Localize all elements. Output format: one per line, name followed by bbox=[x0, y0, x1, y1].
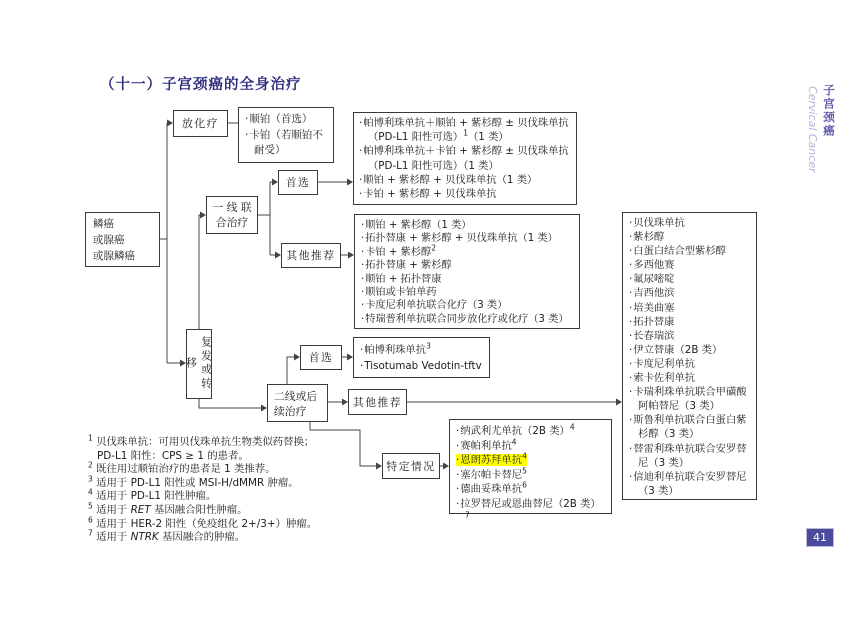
treatment-item bbox=[456, 468, 605, 483]
footnote bbox=[88, 515, 360, 532]
treatment-text: 赛帕利单抗 bbox=[460, 439, 512, 452]
page-title: （十一）子宫颈癌的全身治疗 bbox=[100, 77, 302, 93]
node-specific-situations bbox=[382, 453, 440, 479]
treatment-text: 帕博利珠单抗 bbox=[364, 344, 427, 356]
footnote bbox=[88, 433, 360, 450]
bullet: · bbox=[629, 470, 633, 483]
bullet: · bbox=[456, 468, 460, 481]
bullet: · bbox=[629, 386, 633, 399]
treatment-item bbox=[456, 482, 605, 497]
treatment-item bbox=[629, 442, 748, 470]
node-firstline-combination bbox=[206, 196, 258, 234]
treatment-text: 氟尿嘧啶 bbox=[633, 273, 675, 286]
bullet: · bbox=[456, 454, 460, 467]
footnote-number: 3 bbox=[88, 474, 93, 484]
node-firstline-preferred-regimens bbox=[353, 112, 577, 205]
footnote-text: 基因融合阳性肿瘤。 bbox=[150, 503, 248, 516]
treatment-text: 顺铂或卡铂单药 bbox=[365, 287, 437, 299]
node-secondline-preferred-regimens bbox=[353, 337, 490, 378]
treatment-item bbox=[361, 219, 573, 232]
bullet: · bbox=[359, 145, 363, 158]
treatment-item bbox=[629, 258, 748, 272]
treatment-text: 培美曲塞 bbox=[633, 301, 675, 314]
treatment-text: 帕博利珠单抗＋顺铂 + 紫杉醇 ± 贝伐珠单抗（PD-L1 阳性可选） bbox=[363, 117, 569, 144]
node-specific-situation-regimens bbox=[449, 419, 612, 520]
bullet: · bbox=[245, 128, 249, 141]
bullet: · bbox=[361, 246, 365, 258]
footnote-text: 适用于 PD-L1 阳性肿瘤。 bbox=[96, 490, 217, 503]
treatment-text: 顺铂 + 紫杉醇 + 贝伐珠单抗（1 类） bbox=[363, 173, 538, 186]
footnote-ref: 3 bbox=[426, 341, 431, 351]
bullet: · bbox=[361, 313, 365, 325]
treatment-item bbox=[629, 230, 748, 244]
recurrence-label: 复发或转移 bbox=[185, 336, 213, 392]
node-secondline-other-regimens bbox=[622, 212, 757, 500]
node-firstline-other-regimens bbox=[354, 214, 580, 329]
treatment-item bbox=[359, 116, 571, 144]
treatment-text: 白蛋白结合型紫杉醇 bbox=[633, 245, 726, 258]
bullet: · bbox=[629, 357, 633, 370]
footnote-ref: 5 bbox=[522, 466, 527, 476]
treatment-text: Tisotumab Vedotin-tftv bbox=[364, 360, 482, 372]
bullet: · bbox=[361, 287, 365, 299]
treatment-item bbox=[361, 259, 573, 272]
preferred-label: 首选 bbox=[285, 176, 311, 189]
footnote-ref: 2 bbox=[431, 243, 436, 253]
footnote-number: 5 bbox=[88, 501, 93, 511]
footnote bbox=[88, 487, 360, 504]
bullet: · bbox=[245, 113, 249, 125]
treatment-item bbox=[629, 272, 748, 286]
treatment-text: 卡瑞利珠单抗联合甲磺酸阿帕替尼（3 类） bbox=[633, 386, 747, 413]
treatment-text: 顺铂 + 拓扑替康 bbox=[365, 273, 442, 285]
bullet: · bbox=[361, 300, 365, 312]
connector bbox=[199, 215, 200, 329]
chemoradiotherapy-label: 放化疗 bbox=[182, 117, 219, 130]
bullet: · bbox=[629, 301, 633, 314]
gene-name: RET bbox=[130, 503, 151, 516]
treatment-item bbox=[629, 385, 748, 413]
footnote-number: 6 bbox=[88, 515, 93, 525]
treatment-text: 帕博利珠单抗＋卡铂 + 紫杉醇 ± 贝伐珠单抗（PD-L1 阳性可选） bbox=[363, 145, 569, 172]
treatment-item bbox=[629, 216, 748, 230]
bullet: · bbox=[629, 245, 633, 258]
footnote-number: 4 bbox=[88, 487, 93, 497]
bullet: · bbox=[629, 343, 633, 356]
histology-line: 鳞癌 bbox=[93, 218, 114, 230]
treatment-item bbox=[629, 301, 748, 315]
bullet: · bbox=[456, 425, 460, 437]
treatment-text: 长春瑞滨 bbox=[633, 329, 675, 342]
treatment-item bbox=[629, 329, 748, 343]
footnotes bbox=[88, 433, 360, 545]
treatment-text: 拓扑替康 + 紫杉醇 + 贝伐珠单抗（1 类） bbox=[365, 233, 558, 245]
treatment-item bbox=[360, 358, 483, 374]
treatment-text: 拓扑替康 bbox=[633, 315, 675, 328]
bullet: · bbox=[629, 372, 633, 385]
treatment-item bbox=[361, 243, 573, 259]
treatment-item bbox=[456, 439, 605, 454]
chapter-label-zh: 子宫颈癌 bbox=[822, 84, 836, 138]
footnote-ref: 4 bbox=[522, 451, 527, 461]
histology-line: 或腺癌 bbox=[93, 234, 125, 246]
bullet: · bbox=[359, 117, 363, 129]
treatment-text: 斯鲁利单抗联合白蛋白紫杉醇（3 类） bbox=[633, 414, 747, 441]
page-number: 41 bbox=[806, 528, 834, 547]
treatment-item bbox=[629, 244, 748, 258]
footnote-text: 适用于 PD-L1 阳性或 MSI-H/dMMR 肿瘤。 bbox=[96, 476, 299, 489]
bullet: · bbox=[629, 315, 633, 328]
gene-name: NTRK bbox=[130, 531, 159, 544]
connector bbox=[287, 357, 294, 384]
footnote bbox=[88, 501, 360, 518]
treatment-text: 替雷利珠单抗联合安罗替尼（3 类） bbox=[633, 442, 747, 469]
treatment-text: 多西他赛 bbox=[633, 259, 675, 272]
treatment-item bbox=[359, 173, 571, 187]
node-secondline-preferred bbox=[300, 345, 342, 370]
treatment-item bbox=[359, 144, 571, 172]
treatment-text: 信迪利单抗联合安罗替尼（3 类） bbox=[633, 470, 747, 497]
footnote-ref: 6 bbox=[522, 480, 527, 490]
footnote bbox=[88, 528, 360, 545]
bullet: · bbox=[360, 344, 364, 356]
bullet: · bbox=[456, 497, 460, 510]
footnote-text: 既往用过顺铂治疗的患者是 1 类推荐。 bbox=[96, 463, 276, 476]
treatment-item bbox=[361, 286, 573, 299]
node-chemoradiotherapy bbox=[173, 110, 228, 137]
histology-line: 或腺鳞癌 bbox=[93, 250, 135, 262]
node-firstline-other bbox=[281, 243, 341, 268]
treatment-text: （1 类） bbox=[467, 131, 509, 144]
connector bbox=[199, 399, 261, 408]
footnote-continuation bbox=[88, 450, 360, 464]
treatment-item bbox=[629, 371, 748, 385]
treatment-item bbox=[629, 315, 748, 329]
secondline-label-line: 续治疗 bbox=[274, 405, 307, 418]
treatment-item bbox=[359, 187, 571, 201]
treatment-text: 卡铂 + 紫杉醇 + 贝伐珠单抗 bbox=[363, 188, 497, 201]
footnote-text: 基因融合的肿瘤。 bbox=[158, 531, 246, 544]
treatment-text: 顺铂（首选） bbox=[249, 113, 313, 125]
node-firstline-preferred bbox=[278, 170, 318, 195]
footnote-ref: 1 bbox=[463, 128, 468, 138]
treatment-text: 贝伐珠单抗 bbox=[633, 217, 685, 229]
footnote-text: 适用于 bbox=[96, 531, 131, 544]
treatment-text: 伊立替康（2B 类） bbox=[633, 343, 723, 356]
treatment-item bbox=[629, 286, 748, 300]
treatment-text: 拉罗替尼或恩曲替尼（2B 类） bbox=[460, 497, 601, 510]
treatment-item bbox=[629, 413, 748, 441]
treatment-text: 吉西他滨 bbox=[633, 287, 675, 300]
footnote-text: 适用于 HER-2 阳性（免疫组化 2+/3+）肿瘤。 bbox=[96, 517, 318, 530]
connector bbox=[258, 182, 275, 255]
footnote-text: 贝伐珠单抗：可用贝伐珠单抗生物类似药替换； bbox=[96, 436, 315, 448]
footnote-ref: 4 bbox=[569, 422, 575, 432]
treatment-text: 卡铂（若顺铂不耐受） bbox=[249, 128, 323, 156]
treatment-item-highlighted bbox=[456, 453, 605, 468]
treatment-text: 德曲妥珠单抗 bbox=[460, 483, 523, 496]
treatment-text: 顺铂 + 紫杉醇（1 类） bbox=[365, 220, 472, 231]
node-crt-options bbox=[238, 107, 334, 163]
treatment-text: 索卡佐利单抗 bbox=[633, 372, 696, 385]
bullet: · bbox=[629, 329, 633, 342]
bullet: · bbox=[629, 414, 633, 427]
bullet: · bbox=[629, 259, 633, 272]
treatment-text: 特瑞普利单抗联合同步放化疗或化疗（3 类） bbox=[365, 313, 569, 325]
treatment-item bbox=[360, 342, 483, 358]
treatment-text: 拓扑替康 + 紫杉醇 bbox=[365, 260, 452, 272]
bullet: · bbox=[361, 220, 365, 231]
bullet: · bbox=[629, 442, 633, 455]
other-recommended-label: 其他推荐 bbox=[286, 249, 336, 262]
treatment-item bbox=[361, 273, 573, 286]
treatment-text: 纳武利尤单抗（2B 类） bbox=[460, 425, 570, 437]
bullet: · bbox=[359, 188, 363, 201]
treatment-text: 紫杉醇 bbox=[633, 231, 665, 244]
bullet: · bbox=[359, 173, 363, 186]
treatment-text: 塞尔帕卡替尼 bbox=[460, 468, 523, 481]
footnote-ref: 7 bbox=[465, 510, 470, 520]
treatment-item bbox=[361, 313, 573, 326]
other-recommended-label: 其他推荐 bbox=[352, 395, 403, 409]
bullet: · bbox=[629, 273, 633, 286]
firstline-label-line: 一 线 联 bbox=[212, 201, 252, 214]
footnote-number: 1 bbox=[88, 433, 93, 443]
footnote bbox=[88, 474, 360, 491]
treatment-text: 恩朗苏拜单抗 bbox=[460, 454, 523, 467]
treatment-item bbox=[245, 128, 325, 159]
chapter-label-en: Cervical Cancer bbox=[806, 86, 819, 173]
bullet: · bbox=[629, 217, 633, 229]
treatment-item bbox=[361, 299, 573, 312]
node-recurrence-metastasis bbox=[186, 329, 212, 399]
bullet: · bbox=[361, 273, 365, 285]
preferred-label: 首选 bbox=[308, 351, 334, 364]
bullet: · bbox=[629, 287, 633, 300]
treatment-item bbox=[629, 357, 748, 371]
highlight-marker bbox=[456, 451, 527, 467]
bullet: · bbox=[456, 483, 460, 496]
bullet: · bbox=[360, 360, 364, 372]
node-secondline-treatment bbox=[267, 384, 328, 422]
treatment-text: 卡铂 + 紫杉醇 bbox=[365, 246, 432, 258]
firstline-label-line: 合治疗 bbox=[215, 216, 249, 229]
treatment-item bbox=[245, 112, 325, 128]
footnote-ref: 4 bbox=[511, 437, 517, 447]
bullet: · bbox=[361, 233, 365, 245]
bullet: · bbox=[629, 231, 633, 244]
firstline-label bbox=[212, 200, 251, 230]
footnote-number: 7 bbox=[88, 528, 93, 538]
treatment-item bbox=[456, 424, 605, 439]
treatment-text: （1 类） bbox=[463, 159, 499, 172]
treatment-text: 卡度尼利单抗 bbox=[633, 357, 696, 370]
node-histology bbox=[85, 212, 160, 267]
footnote-text: PD-L1 阳性：CPS ≥ 1 的患者。 bbox=[97, 449, 249, 462]
treatment-text: 卡度尼利单抗联合化疗（3 类） bbox=[365, 300, 508, 312]
treatment-item bbox=[629, 343, 748, 357]
specific-situations-label: 特定情况 bbox=[386, 459, 436, 473]
treatment-item bbox=[361, 232, 573, 245]
footnote-number: 2 bbox=[88, 460, 93, 470]
bullet: · bbox=[456, 439, 460, 452]
treatment-item bbox=[456, 497, 605, 526]
bullet: · bbox=[361, 260, 365, 272]
footnote bbox=[88, 460, 360, 477]
secondline-label-line: 二线或后 bbox=[274, 390, 318, 403]
footnote-text: 适用于 bbox=[96, 503, 131, 516]
node-secondline-other bbox=[348, 389, 407, 415]
treatment-item bbox=[629, 470, 748, 498]
